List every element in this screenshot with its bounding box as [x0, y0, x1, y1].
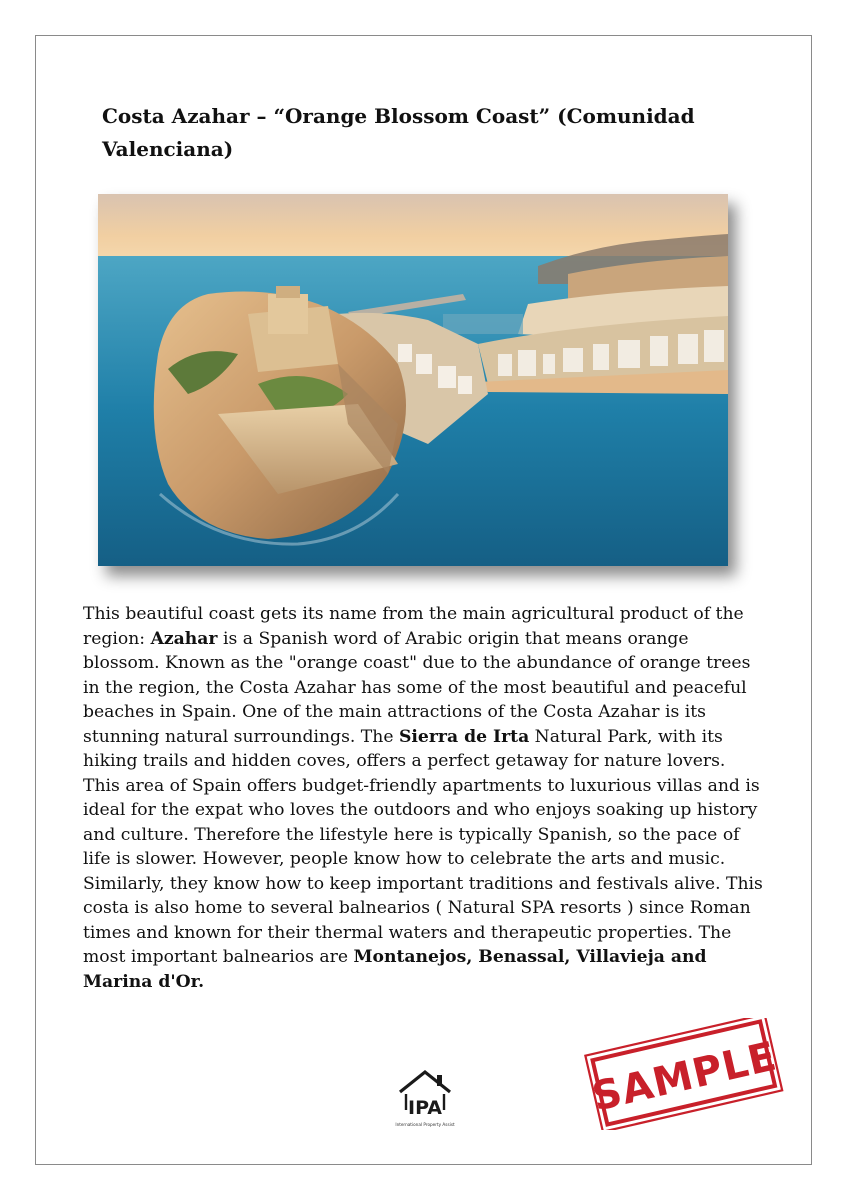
logo-caption: International Property Assist — [395, 1122, 455, 1127]
sample-stamp — [584, 1018, 784, 1130]
logo-letters: IPA — [408, 1097, 442, 1119]
ipa-logo — [394, 1066, 456, 1132]
body-text-3: Natural Park, with its hiking trails and hidden coves, offers a perfect getaway for nature lovers. This area of Spain offers budget-friendly apartments to luxurious villas and is ideal for the expat who loves the outdoors and who enjoys soaking up history and culture. Therefore the lifestyle here is typically Spanish, so the pace of life is slower. However, people know how to celebrate the arts and music. Similarly, they know how to keep important traditions and festivals alive. This costa is also home to several balnearios ( Natural SPA resorts ) since Roman times and known for their thermal waters and therapeutic properties. The most important balnearios are — [83, 726, 763, 967]
body-text-2: is a Spanish word of Arabic origin that means orange blossom. Known as the "orange coast" due to the abundance of orange trees in the region, the Costa Azahar has some of the most beautiful and peaceful beaches in Spain. One of the main attractions of the Costa Azahar is its stunning natural surroundings. The — [83, 628, 751, 747]
coastal-castle-photo — [98, 194, 728, 566]
term-azahar: Azahar — [150, 628, 218, 649]
body-paragraph — [83, 602, 763, 994]
page-title: Costa Azahar – “Orange Blossom Coast” (Comunidad Valenciana) — [102, 104, 695, 161]
term-sierra-de-irta: Sierra de Irta — [398, 726, 530, 747]
body-text-1: This beautiful coast gets its name from the main agricultural product of the region: — [83, 604, 744, 649]
term-balnearios-list: Montanejos, Benassal, Villavieja and Marina d'Or. — [83, 947, 707, 992]
stamp-text: SAMPLE — [588, 1033, 782, 1121]
